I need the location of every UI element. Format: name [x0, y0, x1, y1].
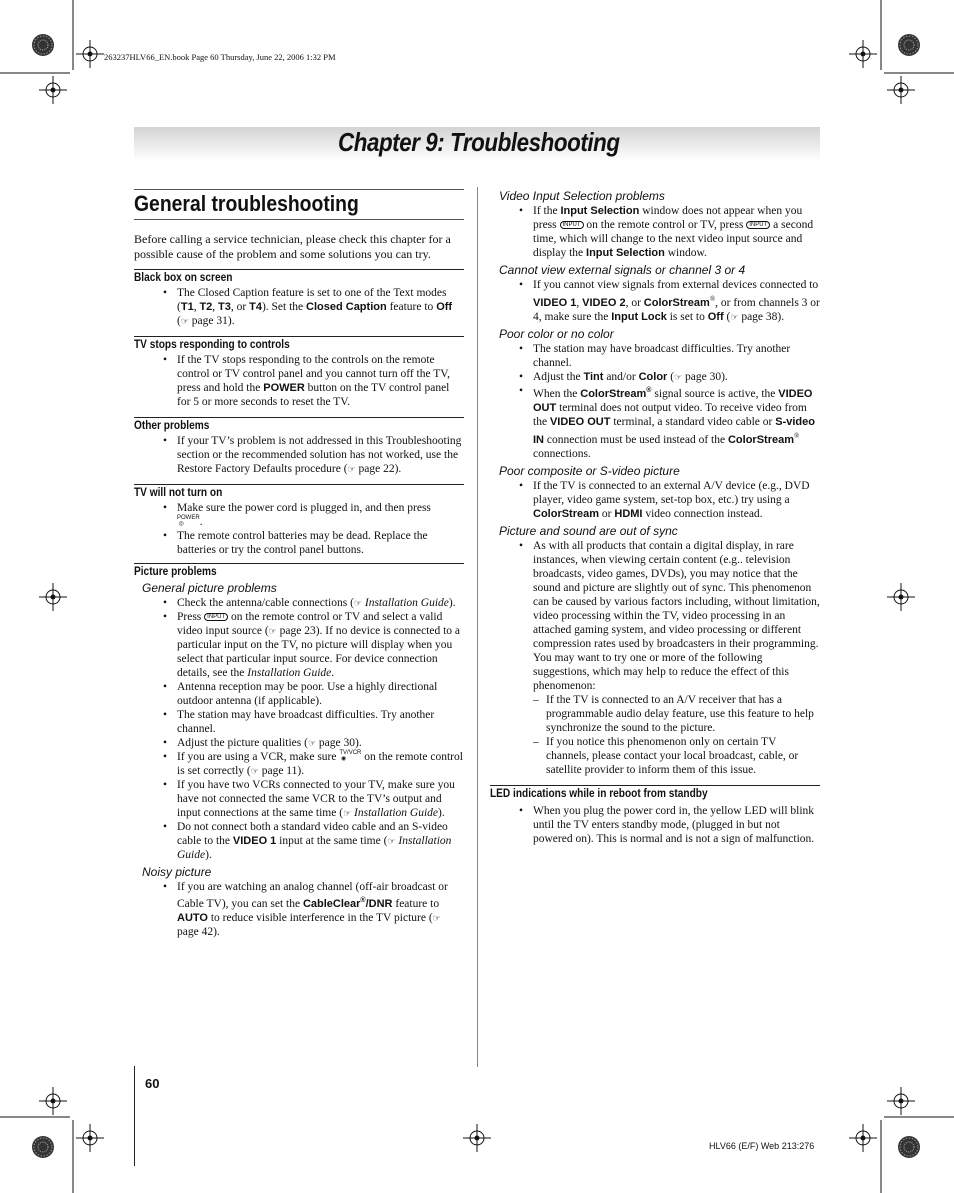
page-title: General troubleshooting — [134, 191, 359, 216]
chapter-title: Chapter 9: Troubleshooting — [338, 127, 620, 157]
list-item: – If the TV is connected to an A/V receiver that has a programmable audio delay feature, use this feature to help synchronize the sound to the picture. — [490, 693, 820, 735]
section-heading: Black box on screen — [134, 272, 233, 284]
list-item: • Make sure the power cord is plugged in, and then press POWER ◎ . — [134, 501, 464, 529]
hand-pointer-icon: ☞ — [307, 738, 317, 749]
list-item: • Check the antenna/cable connections (☞ Installation Guide). — [134, 596, 464, 610]
hand-pointer-icon: ☞ — [353, 598, 362, 608]
input-button-icon: INPUT — [746, 221, 770, 229]
list-item: • If you are watching an analog channel (off-air broadcast or Cable TV), you can set the CableClear®/DNR feature to AUTO to reduce visible interference in the TV picture (☞ page 42). — [134, 880, 464, 939]
footer-code: HLV66 (E/F) Web 213:276 — [709, 1141, 815, 1151]
section-tv-stops — [134, 336, 464, 409]
list-item: • As with all products that contain a digital display, in rare instances, when viewing certain content (e.g.. television broadcasts, video games, DVDs), you may notice that the sound and picture are slightly out of sync. This phenomenon can be caused by various factors including, without limitation, video processing within the TV, video processing in an attached gaming system, and video processing or different compression rates used by broadcasters in their programming. You may want to try one or more of the following suggestions, which may help to reduce the effect of this phenomenon: — [490, 539, 820, 693]
section-no-power — [134, 484, 464, 557]
hand-pointer-icon: ☞ — [387, 836, 396, 847]
section-black-box — [134, 269, 464, 328]
list-item: • The station may have broadcast difficulties. Try another channel. — [490, 342, 820, 370]
list-item: • Press INPUT on the remote control or TV and select a valid video input source (☞ page 23). If no device is connected to a particular input on the TV, no picture will display when you select that particular input source. For device connection details, see the Installation Guide. — [134, 610, 464, 680]
section-other — [134, 417, 464, 476]
list-item: • Antenna reception may be poor. Use a highly directional outdoor antenna (if applicable). — [134, 680, 464, 708]
page-number: 60 — [145, 1076, 160, 1091]
file-info: 263237HLV66_EN.book Page 60 Thursday, June 22, 2006 1:32 PM — [104, 52, 336, 62]
section-led — [490, 785, 820, 846]
left-column — [134, 189, 464, 939]
section-heading: TV will not turn on — [134, 487, 223, 499]
list-item: • When the ColorStream® signal source is active, the VIDEO OUT terminal does not output video. To receive video from the VIDEO OUT terminal, a standard video cable or S-video IN connection must be used instead of the ColorStream® connections. — [490, 384, 820, 461]
list-item: • The remote control batteries may be dead. Replace the batteries or try the control panel buttons. — [134, 529, 464, 557]
input-button-icon: INPUT — [560, 221, 584, 229]
subheading: Poor composite or S-video picture — [499, 463, 680, 478]
hand-pointer-icon: ☞ — [250, 766, 259, 777]
hand-pointer-icon: ☞ — [674, 372, 683, 383]
page-number-rule — [134, 1066, 135, 1166]
list-item: • If the TV stops responding to the controls on the remote control or TV control panel and you cannot turn off the TV, press and hold the POWER button on the TV control panel for 5 or more seconds to reset the TV. — [134, 353, 464, 409]
section-heading: Picture problems — [134, 566, 217, 578]
section-heading: LED indications while in reboot from standby — [490, 787, 708, 800]
hand-pointer-icon: ☞ — [268, 626, 277, 637]
section-picture — [134, 563, 464, 939]
list-item: • The Closed Caption feature is set to one of the Text modes (T1, T2, T3, or T4). Set the Closed Caption feature to Off (☞ page 31). — [134, 286, 464, 328]
list-item: • If you cannot view signals from external devices connected to VIDEO 1, VIDEO 2, or ColorStream®, or from channels 3 or 4, make sure the Input Lock is set to Off (☞ page 38). — [490, 278, 820, 324]
list-item: • If you are using a VCR, make sure TV/VCR ◉ on the remote control is set correctly (☞ page 11). — [134, 750, 464, 778]
subheading: Poor color or no color — [499, 327, 614, 342]
subheading: Noisy picture — [142, 865, 212, 880]
subheading: General picture problems — [142, 581, 277, 595]
hand-pointer-icon: ☞ — [180, 316, 189, 326]
list-item: • When you plug the power cord in, the yellow LED will blink until the TV enters standby mode, (plugged in but not powered on). This is normal and is not a sign of malfunction. — [490, 804, 820, 846]
list-item: • If you have two VCRs connected to your TV, make sure you have not connected the same VCR to the TV’s output and input connections at the same time (☞ Installation Guide). — [134, 778, 464, 820]
subheading: Video Input Selection problems — [499, 189, 665, 203]
right-column — [490, 186, 820, 846]
list-item: • Adjust the picture qualities (☞ page 30). — [134, 736, 464, 750]
hand-pointer-icon: ☞ — [432, 913, 441, 924]
intro-paragraph: Before calling a service technician, please check this chapter for a possible cause of the problem and some solutions you can try. — [134, 232, 451, 261]
list-item: • If the Input Selection window does not appear when you press INPUT on the remote control or TV, press INPUT a second time, which will change to the next video input source and display the Input Selection window. — [490, 204, 820, 260]
list-item: • Adjust the Tint and/or Color (☞ page 30). — [490, 370, 820, 384]
input-button-icon: INPUT — [204, 613, 228, 621]
list-item: • The station may have broadcast difficulties. Try another channel. — [134, 708, 464, 736]
tv-vcr-button-icon: TV/VCR ◉ — [339, 750, 362, 763]
hand-pointer-icon: ☞ — [347, 464, 356, 474]
hand-pointer-icon: ☞ — [343, 808, 352, 819]
list-item: • If your TV’s problem is not addressed in this Troubleshooting section or the recommended solution has not worked, use the Restore Factory Defaults procedure (☞ page 22). — [134, 434, 464, 476]
section-heading: TV stops responding to controls — [134, 339, 290, 351]
subheading: Cannot view external signals or channel 3 or 4 — [499, 263, 746, 278]
power-button-icon: POWER ◎ — [177, 515, 200, 527]
section-heading: Other problems — [134, 420, 210, 432]
list-item: • Do not connect both a standard video cable and an S-video cable to the VIDEO 1 input at the same time (☞ Installation Guide). — [134, 820, 464, 862]
hand-pointer-icon: ☞ — [730, 312, 739, 323]
subheading: Picture and sound are out of sync — [499, 523, 678, 538]
list-item: • If the TV is connected to an external A/V device (e.g., DVD player, video game system, set-top box, etc.) try using a ColorStream or HDMI video connection instead. — [490, 479, 820, 521]
list-item: – If you notice this phenomenon only on certain TV channels, please contact your local broadcast, cable, or satellite provider to inform them of this issue. — [490, 735, 820, 777]
column-divider — [477, 187, 478, 1067]
general-title-rule — [134, 189, 464, 220]
